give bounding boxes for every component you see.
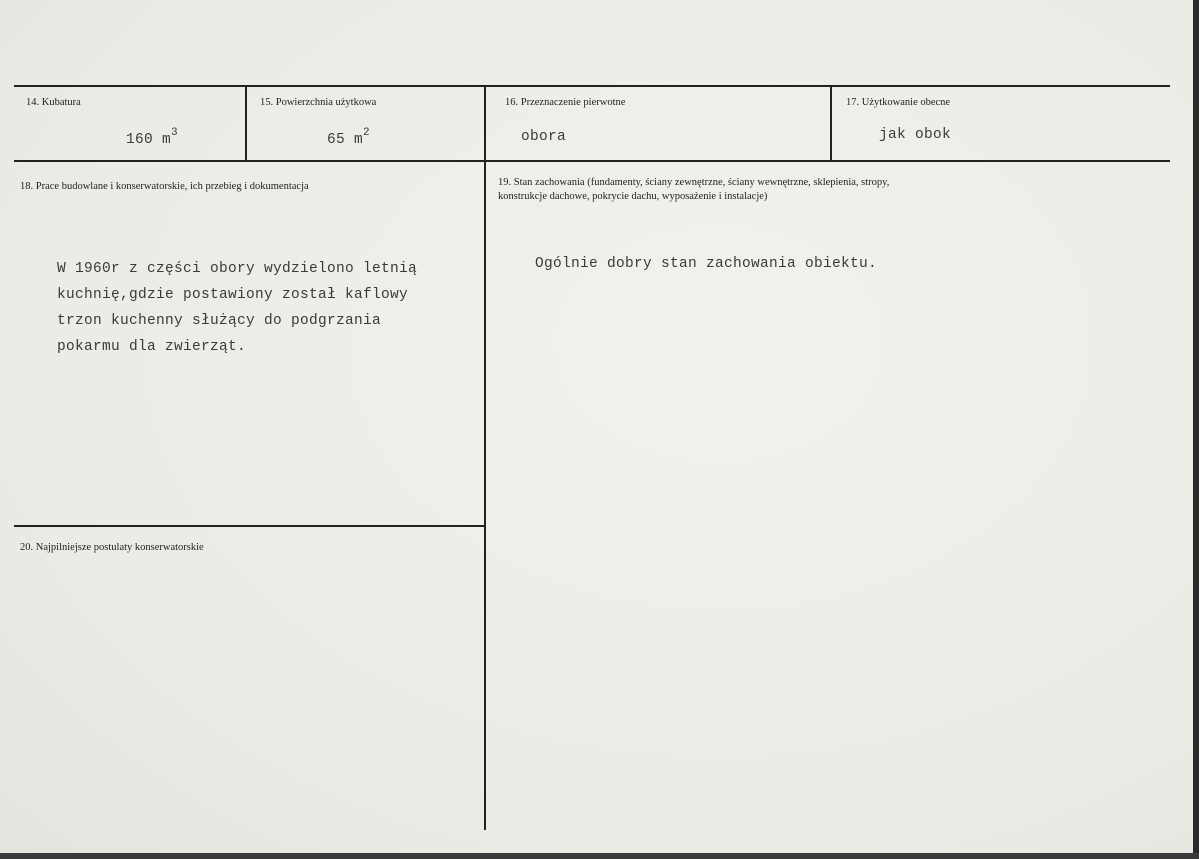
kubatura-number: 160	[126, 131, 154, 148]
field-18-line: trzon kuchenny służący do podgrzania	[57, 313, 382, 329]
section-20-rule	[14, 525, 484, 527]
field-14-label: 14. Kubatura	[26, 97, 81, 108]
field-19-value: Ogólnie dobry stan zachowania obiektu.	[535, 256, 878, 272]
field-16-label: 16. Przeznaczenie pierwotne	[505, 97, 626, 108]
field-15-label: 15. Powierzchnia użytkowa	[260, 97, 377, 108]
scan-edge-bottom	[0, 853, 1199, 859]
top-rule	[14, 85, 1170, 87]
field-20-label: 20. Najpilniejsze postulaty konserwatorskie	[20, 542, 204, 553]
field-14-value	[126, 129, 178, 148]
field-18-line: W 1960r z części obory wydzielono letnią	[57, 261, 418, 277]
column-divider-1	[245, 86, 247, 161]
field-18-text	[57, 256, 417, 360]
column-divider-2	[484, 86, 486, 830]
field-17-label: 17. Użytkowanie obecne	[846, 97, 951, 108]
row-divider	[14, 160, 1170, 162]
field-15-value	[327, 129, 370, 148]
powierzchnia-number: 65	[327, 131, 346, 148]
field-19-label-line-2: konstrukcje dachowe, pokrycie dachu, wyposażenie i instalacje)	[498, 191, 768, 202]
field-19-label-line-1: 19. Stan zachowania (fundamenty, ściany zewnętrzne, ściany wewnętrzne, sklepienia, stropy,	[498, 177, 890, 188]
field-18-label: 18. Prace budowlane i konserwatorskie, ich przebieg i dokumentacja	[20, 181, 309, 192]
powierzchnia-unit: m	[354, 131, 364, 148]
kubatura-exponent: 3	[171, 127, 178, 139]
field-18-line: kuchnię,gdzie postawiony został kaflowy	[57, 287, 409, 303]
powierzchnia-exponent: 2	[363, 127, 370, 139]
field-18-line: pokarmu dla zwierząt.	[57, 339, 247, 355]
field-17-value: jak obok	[879, 127, 952, 143]
scan-edge-right	[1193, 0, 1199, 859]
field-16-value: obora	[521, 129, 567, 145]
kubatura-unit: m	[162, 131, 172, 148]
column-divider-3	[830, 86, 832, 161]
